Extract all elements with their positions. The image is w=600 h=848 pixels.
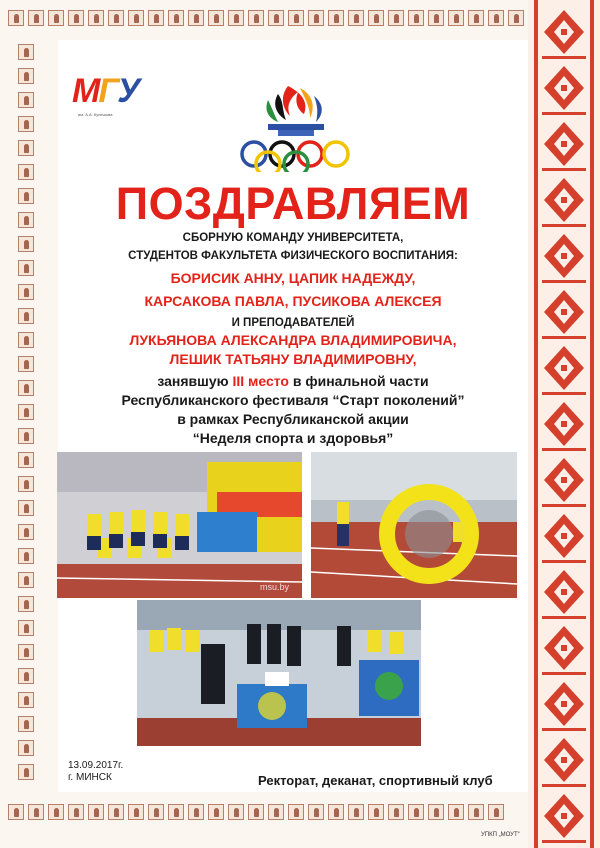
- sport-pictogram-icon: [468, 10, 484, 26]
- sport-pictogram-icon: [448, 804, 464, 820]
- sport-pictogram-icon: [18, 428, 34, 444]
- sport-pictogram-icon: [18, 356, 34, 372]
- sport-pictogram-icon: [18, 500, 34, 516]
- intro-line-team: СБОРНУЮ КОМАНДУ УНИВЕРСИТЕТА,: [182, 232, 404, 244]
- festival-line: Республиканского фестиваля “Старт поколений”: [121, 392, 465, 408]
- sport-pictogram-icon: [18, 380, 34, 396]
- sport-pictogram-icon: [18, 68, 34, 84]
- sport-pictogram-icon: [18, 740, 34, 756]
- sport-pictogram-icon: [148, 10, 164, 26]
- sport-pictogram-icon: [18, 140, 34, 156]
- sport-pictogram-icon: [88, 10, 104, 26]
- document-city: г. МИНСК: [68, 772, 112, 783]
- sport-pictogram-icon: [348, 10, 364, 26]
- week-line: “Неделя спорта и здоровья”: [192, 430, 394, 446]
- sport-pictogram-icon: [18, 524, 34, 540]
- sport-pictogram-icon: [208, 10, 224, 26]
- sport-pictogram-icon: [268, 10, 284, 26]
- sport-pictograms-bottom: [8, 804, 504, 820]
- sport-pictogram-icon: [408, 804, 424, 820]
- sport-pictogram-icon: [208, 804, 224, 820]
- sport-pictogram-icon: [268, 804, 284, 820]
- sport-pictogram-icon: [18, 668, 34, 684]
- red-ornament-border: [528, 0, 600, 848]
- sport-pictogram-icon: [18, 308, 34, 324]
- sport-pictogram-icon: [228, 10, 244, 26]
- sport-pictogram-icon: [488, 804, 504, 820]
- sport-pictogram-icon: [168, 804, 184, 820]
- sport-pictogram-icon: [48, 10, 64, 26]
- teachers-intro-line: И ПРЕПОДАВАТЕЛЕЙ: [231, 317, 355, 329]
- sport-pictogram-icon: [248, 804, 264, 820]
- result-line: [58, 373, 528, 389]
- sport-pictogram-icon: [368, 10, 384, 26]
- sport-pictogram-icon: [328, 804, 344, 820]
- sport-pictogram-icon: [488, 10, 504, 26]
- sport-pictogram-icon: [18, 284, 34, 300]
- result-text-before: занявшую: [157, 373, 233, 389]
- sport-pictogram-icon: [18, 764, 34, 780]
- sport-pictogram-icon: [18, 188, 34, 204]
- photo-inflatable-wheel: [311, 452, 517, 598]
- sport-pictogram-icon: [18, 236, 34, 252]
- sport-pictogram-icon: [148, 804, 164, 820]
- photo-team-inflatable: [57, 452, 302, 598]
- sport-pictogram-icon: [18, 716, 34, 732]
- sport-pictogram-icon: [468, 804, 484, 820]
- sport-pictograms-top: [8, 10, 524, 26]
- sport-pictogram-icon: [18, 644, 34, 660]
- sport-pictogram-icon: [18, 692, 34, 708]
- sport-pictogram-icon: [28, 10, 44, 26]
- sport-pictogram-icon: [348, 804, 364, 820]
- logo-letters: [72, 72, 146, 111]
- sport-pictogram-icon: [48, 804, 64, 820]
- sport-pictogram-icon: [448, 10, 464, 26]
- sport-pictogram-icon: [18, 260, 34, 276]
- sport-pictogram-icon: [18, 332, 34, 348]
- logo-letter-m: М: [72, 72, 99, 110]
- sport-pictogram-icon: [128, 804, 144, 820]
- sport-pictogram-icon: [18, 452, 34, 468]
- intro-line-faculty: СТУДЕНТОВ ФАКУЛЬТЕТА ФИЗИЧЕСКОГО ВОСПИТАНИЯ:: [128, 250, 458, 262]
- sport-pictogram-icon: [188, 804, 204, 820]
- photo-watermark: msu.by: [259, 582, 289, 592]
- sport-pictogram-icon: [18, 596, 34, 612]
- sport-pictogram-icon: [18, 404, 34, 420]
- sport-pictogram-icon: [308, 10, 324, 26]
- result-place: III место: [232, 373, 289, 389]
- teachers-names-line-1: ЛУКЬЯНОВА АЛЕКСАНДРА ВЛАДИМИРОВИЧА,: [129, 332, 457, 348]
- sport-pictogram-icon: [28, 804, 44, 820]
- sport-pictogram-icon: [18, 44, 34, 60]
- action-line: в рамках Республиканской акции: [177, 411, 409, 427]
- sport-pictogram-icon: [68, 10, 84, 26]
- sport-pictogram-icon: [18, 620, 34, 636]
- sport-pictogram-icon: [388, 804, 404, 820]
- logo-letter-g: Г: [98, 72, 118, 110]
- sport-pictogram-icon: [18, 116, 34, 132]
- sport-pictogram-icon: [18, 548, 34, 564]
- teachers-names-line-2: ЛЕШИК ТАТЬЯНУ ВЛАДИМИРОВНУ,: [169, 351, 417, 367]
- bottom-pictogram-border: [0, 792, 600, 848]
- result-text-after: в финальной части: [288, 373, 429, 389]
- sport-pictogram-icon: [128, 10, 144, 26]
- olympic-torch-emblem: [228, 80, 362, 172]
- sport-pictogram-icon: [18, 476, 34, 492]
- students-names-line-2: КАРСАКОВА ПАВЛА, ПУСИКОВА АЛЕКСЕЯ: [144, 293, 442, 309]
- sport-pictogram-icon: [68, 804, 84, 820]
- sport-pictogram-icon: [308, 804, 324, 820]
- sport-pictogram-icon: [288, 804, 304, 820]
- sport-pictogram-icon: [368, 804, 384, 820]
- logo-letter-u: У: [117, 72, 139, 110]
- sport-pictogram-icon: [18, 164, 34, 180]
- sport-pictogram-icon: [18, 212, 34, 228]
- sport-pictogram-icon: [8, 804, 24, 820]
- sport-pictogram-icon: [18, 92, 34, 108]
- congratulations-title: ПОЗДРАВЛЯЕМ: [115, 178, 471, 229]
- sport-pictograms-left: [18, 44, 34, 780]
- sport-pictogram-icon: [328, 10, 344, 26]
- sport-pictogram-icon: [108, 10, 124, 26]
- sport-pictogram-icon: [228, 804, 244, 820]
- document-date: 13.09.2017г.: [68, 760, 124, 771]
- sport-pictogram-icon: [428, 804, 444, 820]
- university-logo: [72, 72, 146, 120]
- sport-pictogram-icon: [288, 10, 304, 26]
- sport-pictogram-icon: [168, 10, 184, 26]
- printer-imprint: УПКП „МОУТ“: [481, 832, 520, 838]
- sport-pictogram-icon: [248, 10, 264, 26]
- sport-pictogram-icon: [428, 10, 444, 26]
- sport-pictogram-icon: [388, 10, 404, 26]
- sport-pictogram-icon: [18, 572, 34, 588]
- sport-pictogram-icon: [8, 10, 24, 26]
- logo-caption: им. А.А. Кулешова: [78, 112, 113, 117]
- sport-pictogram-icon: [108, 804, 124, 820]
- sport-pictogram-icon: [508, 10, 524, 26]
- sport-pictogram-icon: [188, 10, 204, 26]
- sport-pictogram-icon: [408, 10, 424, 26]
- students-names-line-1: БОРИСИК АННУ, ЦАПИК НАДЕЖДУ,: [170, 270, 416, 286]
- signature-line: Ректорат, деканат, спортивный клуб: [258, 773, 493, 788]
- photo-award-ceremony: [137, 600, 421, 746]
- sport-pictogram-icon: [88, 804, 104, 820]
